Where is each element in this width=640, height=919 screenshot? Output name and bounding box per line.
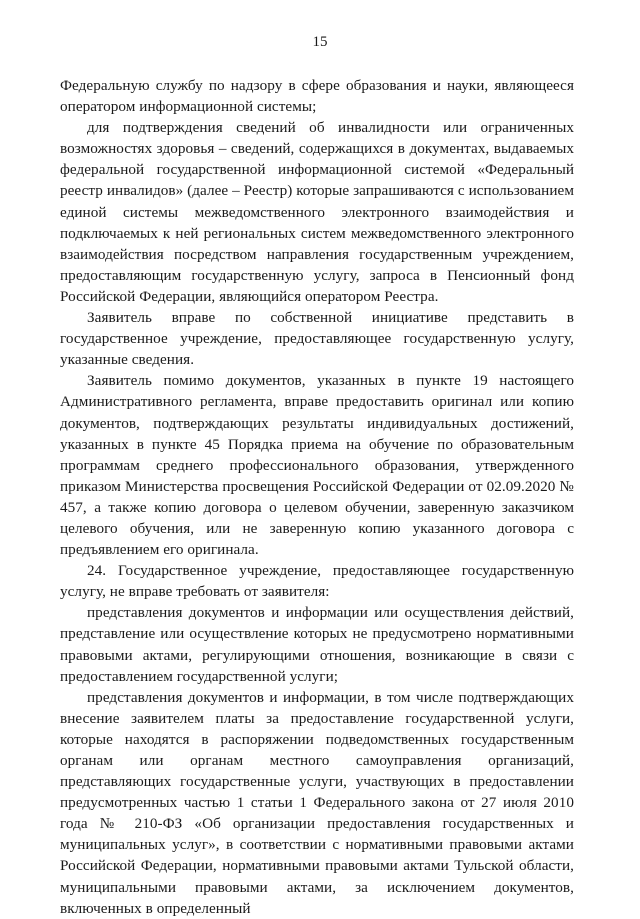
text-line: государственную услугу, запроса в Пенсионный фонд Российской Федерации, xyxy=(60,266,574,305)
text-line: предоставлением государственной услуги; xyxy=(60,667,339,685)
text-line: представления документов и информации, в том числе подтверждающих xyxy=(87,688,574,706)
text-line: государственные услуги, участвующих в предоставлении предусмотренных xyxy=(60,773,574,812)
text-line: соответствии с нормативными правовыми актами Российской Федерации, xyxy=(60,836,574,875)
text-line: представление или осуществление которых не предусмотрено нормативными xyxy=(60,625,574,643)
text-line: для подтверждения сведений об инвалидности или ограниченных xyxy=(87,119,574,137)
text-line: представления документов и информации или осуществления действий, xyxy=(87,604,574,622)
text-line: Федеральную службу по надзору в сфере образования и науки, являющееся xyxy=(60,77,574,94)
text-line: учреждение, предоставляющее государственную услугу, указанные сведения. xyxy=(60,330,574,369)
text-line: Административного регламента, вправе предоставить оригинал или копию xyxy=(60,393,574,411)
text-line: ней региональных систем межведомственного электронного взаимодействия xyxy=(60,224,575,263)
paragraph-no-extra-documents xyxy=(60,602,574,686)
text-line: 24. Государственное учреждение, предоставляющее государственную xyxy=(87,562,574,580)
text-line: частью 1 статьи 1 Федерального закона от 27 июля 2010 года № 210-ФЗ xyxy=(60,794,574,833)
text-line: системы межведомственного электронного взаимодействия и подключаемых к xyxy=(60,203,574,242)
text-line: Министерства просвещения Российской Федерации от 02.09.2020 № 457, а также xyxy=(60,477,574,516)
text-line: или не заверенную копию указанного договора с предъявлением его оригинала. xyxy=(60,519,574,559)
paragraph-disability-info xyxy=(60,117,574,307)
text-line: документов, подтверждающих результаты индивидуальных достижений, xyxy=(60,414,574,432)
text-line: нормативными правовыми актами Тульской области, муниципальными xyxy=(60,857,574,896)
paragraph-applicant-right xyxy=(60,307,574,370)
paragraph-item-24 xyxy=(60,560,574,602)
text-line: указанных в пункте 45 Порядка приема на обучение по образовательным xyxy=(60,435,574,453)
text-line: органам местного самоуправления организаций, представляющих xyxy=(60,752,574,791)
paragraph-no-available-documents xyxy=(60,687,574,919)
text-line: Заявитель помимо документов, указанных в пункте 19 настоящего xyxy=(87,372,574,390)
text-line: Заявитель вправе по собственной инициативе представить в государственное xyxy=(60,309,574,348)
text-line: оператором информационной системы; xyxy=(60,98,317,116)
text-line: находятся в распоряжении подведомственных государственным органам или xyxy=(60,730,574,769)
paragraph-continuation xyxy=(60,75,574,117)
text-line: внесение заявителем платы за предоставление государственной услуги, которые xyxy=(60,709,574,748)
paragraph-individual-achievements xyxy=(60,370,574,560)
text-line: инвалидов» (далее – Реестр) которые запрашиваются с использованием единой xyxy=(60,182,574,221)
text-line: услугу, не вправе требовать от заявителя: xyxy=(60,583,330,601)
text-line: программам среднего профессионального образования, утвержденного приказом xyxy=(60,456,574,495)
text-line: «Об организации предоставления государственных и муниципальных услуг», в xyxy=(60,815,574,854)
page-number: 15 xyxy=(312,34,328,50)
text-line: являющийся оператором Реестра. xyxy=(219,287,439,305)
text-line: правовыми актами, регулирующими отношения, возникающие в связи с xyxy=(60,646,574,664)
text-line: посредством направления государственным учреждением, предоставляющим xyxy=(60,245,574,284)
text-line: копию договора о целевом обучении, заверенную заказчиком целевого обучения, xyxy=(60,498,574,537)
text-line: федеральной государственной информационной системой «Федеральный реестр xyxy=(60,161,574,200)
text-line: возможностях здоровья – сведений, содержащихся в документах, выдаваемых xyxy=(60,140,574,158)
text-line: правовыми актами, за исключением документов, включенных в определенный xyxy=(60,878,574,917)
document-body xyxy=(60,75,574,919)
